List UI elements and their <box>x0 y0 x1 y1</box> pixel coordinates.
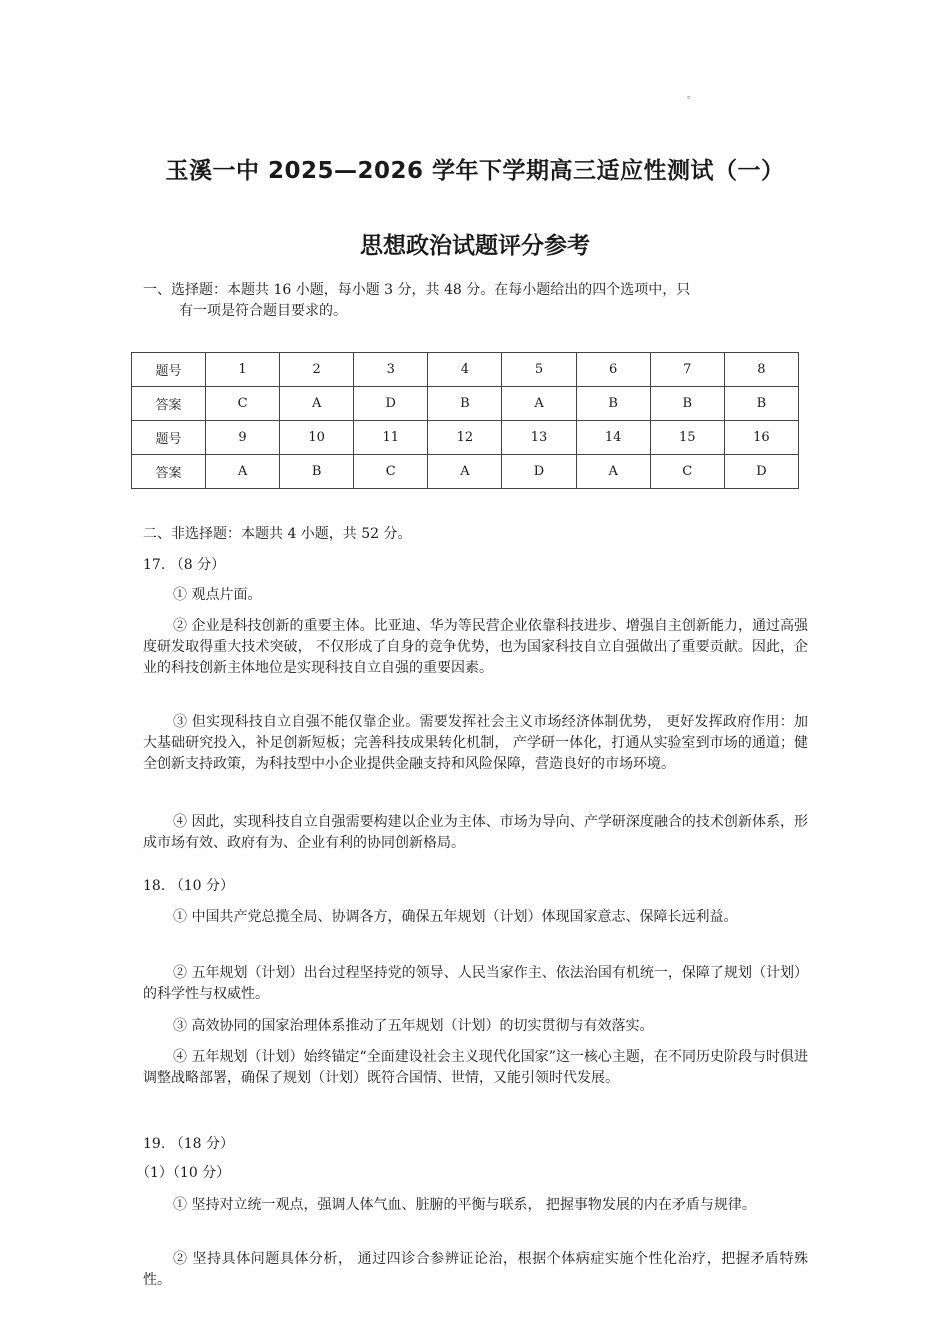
q18-item-2: ② 五年规划（计划）出台过程坚持党的领导、人民当家作主、依法治国有机统一，保障了规划（计划）的科学性与权威性。 <box>143 965 808 1002</box>
table-row <box>132 387 799 421</box>
table-cell: A <box>206 455 280 489</box>
q19-item-1: ① 坚持对立统一观点，强调人体气血、脏腑的平衡与联系， 把握事物发展的内在矛盾与规律。 <box>173 1197 756 1213</box>
table-cell: C <box>650 455 724 489</box>
q17-header: 17. （8 分） <box>143 557 226 573</box>
q18-item-3: ③ 高效协同的国家治理体系推动了五年规划（计划）的切实贯彻与有效落实。 <box>173 1018 654 1034</box>
table-cell: 5 <box>502 353 576 387</box>
table-cell: B <box>576 387 650 421</box>
table-cell: D <box>724 455 798 489</box>
table-cell: B <box>650 387 724 421</box>
section2-heading: 二、非选择题：本题共 4 小题，共 52 分。 <box>143 526 412 542</box>
table-cell: 12 <box>428 421 502 455</box>
document-title: 玉溪一中 2025—2026 学年下学期高三适应性测试（一） <box>165 158 785 184</box>
table-cell: 答案 <box>132 387 206 421</box>
table-cell: 16 <box>724 421 798 455</box>
document-subtitle: 思想政治试题评分参考 <box>360 233 590 259</box>
table-cell: 1 <box>206 353 280 387</box>
table-cell: 6 <box>576 353 650 387</box>
q17-item-4: ④ 因此，实现科技自立自强需要构建以企业为主体、市场为导向、产学研深度融合的技术创新体系，形成市场有效、政府有为、企业有利的协同创新格局。 <box>143 814 808 851</box>
section1-line2: 有一项是符合题目要求的。 <box>179 303 347 319</box>
table-cell: 7 <box>650 353 724 387</box>
table-cell: B <box>724 387 798 421</box>
table-cell: 10 <box>280 421 354 455</box>
table-cell: A <box>576 455 650 489</box>
table-cell: 3 <box>354 353 428 387</box>
q18-header: 18. （10 分） <box>143 878 234 894</box>
table-cell: D <box>354 387 428 421</box>
table-cell: D <box>502 455 576 489</box>
table-row <box>132 455 799 489</box>
q19-item-2: ② 坚持具体问题具体分析， 通过四诊合参辨证论治，根据个体病症实施个性化治疗，把握矛盾特殊性。 <box>143 1251 808 1288</box>
answer-table <box>131 352 799 489</box>
table-cell: 14 <box>576 421 650 455</box>
q17-item-3: ③ 但实现科技自立自强不能仅靠企业。需要发挥社会主义市场经济体制优势， 更好发挥政府作用：加大基础研究投入，补足创新短板；完善科技成果转化机制， 产学研一体化，打通从实验室到市场的通道；健全创新支持政策，为科技型中小企业提供金融支持和风险保障，营造良好的市场环境。 <box>143 714 808 772</box>
q18-item-1: ① 中国共产党总揽全局、协调各方，确保五年规划（计划）体现国家意志、保障长远利益。 <box>173 909 738 925</box>
header-mark: 。 <box>687 90 697 101</box>
section1-line1: 一、选择题：本题共 16 小题，每小题 3 分，共 48 分。在每小题给出的四个选项中，只 <box>143 282 691 298</box>
q19-header: 19. （18 分） <box>143 1136 234 1152</box>
table-cell: 2 <box>280 353 354 387</box>
section1-instructions <box>143 280 803 322</box>
q19-sub-1: （1）（10 分） <box>136 1165 231 1181</box>
table-row <box>132 421 799 455</box>
table-cell: B <box>280 455 354 489</box>
table-cell: 答案 <box>132 455 206 489</box>
table-cell: A <box>428 455 502 489</box>
table-cell: 4 <box>428 353 502 387</box>
table-cell: 9 <box>206 421 280 455</box>
table-cell: B <box>428 387 502 421</box>
table-cell: A <box>280 387 354 421</box>
table-cell: 8 <box>724 353 798 387</box>
q17-item-1: ① 观点片面。 <box>173 587 262 603</box>
q17-item-2: ② 企业是科技创新的重要主体。比亚迪、华为等民营企业依靠科技进步、增强自主创新能力，通过高强度研发取得重大技术突破， 不仅形成了自身的竞争优势，也为国家科技自立自强做出了重要贡献。因此，企业的科技创新主体地位是实现科技自立自强的重要因素。 <box>143 618 808 676</box>
table-cell: 15 <box>650 421 724 455</box>
table-cell: C <box>354 455 428 489</box>
q18-item-4: ④ 五年规划（计划）始终锚定“全面建设社会主义现代化国家”这一核心主题，在不同历史阶段与时俱进调整战略部署，确保了规划（计划）既符合国情、世情，又能引领时代发展。 <box>143 1049 808 1086</box>
table-cell: 题号 <box>132 421 206 455</box>
table-row <box>132 353 799 387</box>
table-cell: 题号 <box>132 353 206 387</box>
table-cell: A <box>502 387 576 421</box>
table-cell: C <box>206 387 280 421</box>
table-cell: 13 <box>502 421 576 455</box>
table-cell: 11 <box>354 421 428 455</box>
